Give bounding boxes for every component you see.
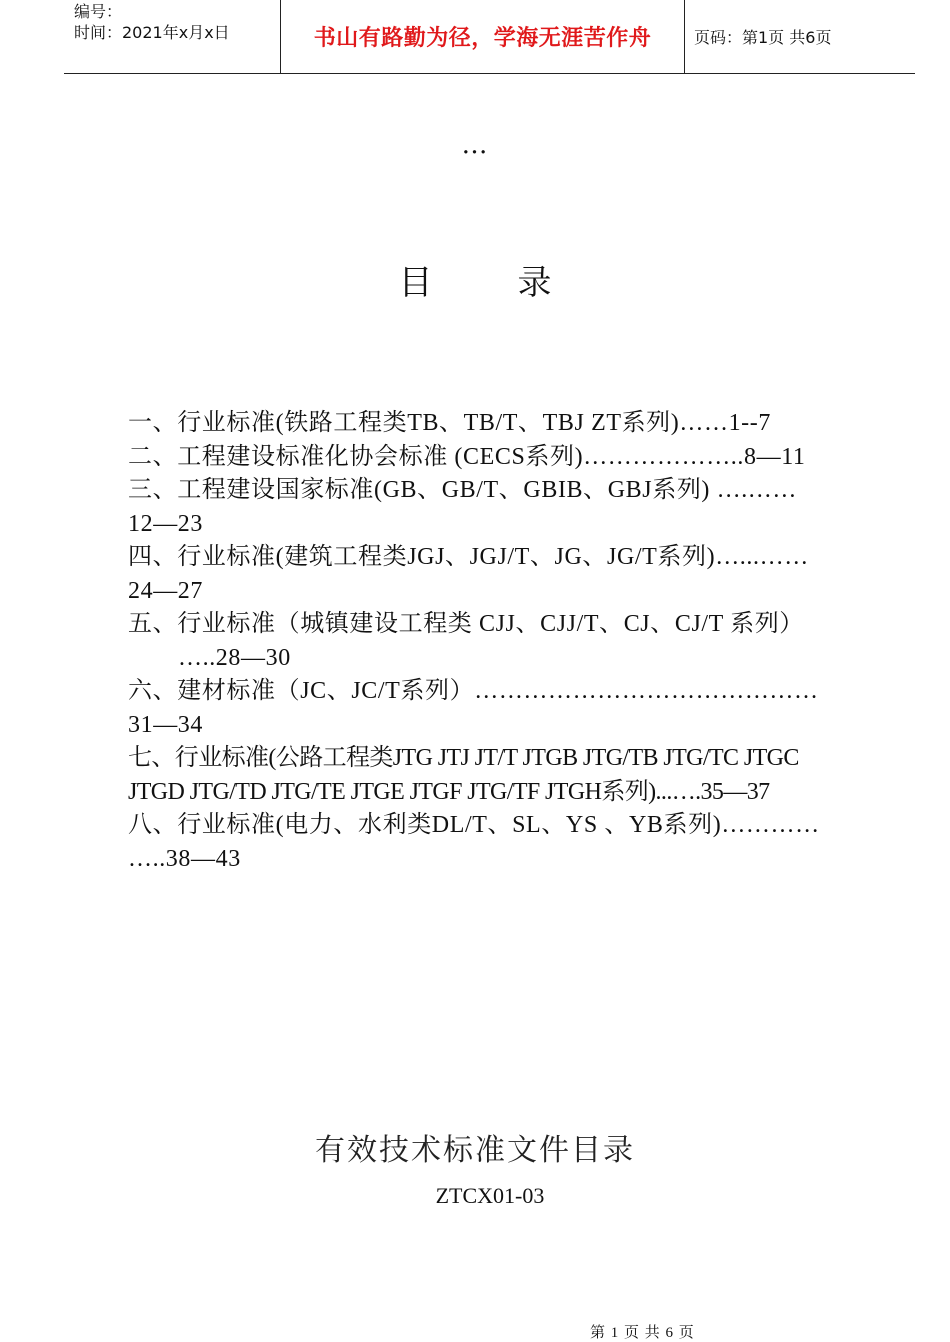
toc-line[interactable]: 31—34 bbox=[128, 711, 203, 738]
toc-heading-char-2: 录 bbox=[517, 263, 552, 303]
table-of-contents bbox=[128, 407, 854, 876]
page-footer: 第 1 页 共 6 页 bbox=[590, 1325, 695, 1341]
toc-line[interactable]: 三、工程建设国家标准(GB、GB/T、GBIB、GBJ系列) ….…… bbox=[128, 477, 798, 503]
toc-line[interactable]: 24—27 bbox=[128, 577, 203, 604]
toc-line[interactable]: 五、行业标准（城镇建设工程类 CJJ、CJJ/T、CJ、CJ/T 系列） bbox=[128, 611, 804, 637]
toc-line[interactable]: 二、工程建设标准化协会标准 (CECS系列)………………..8—11 bbox=[128, 443, 806, 470]
header-motto-cell bbox=[280, 0, 685, 73]
time-label: 时间：2021年x月x日 bbox=[74, 23, 230, 42]
document-title: 有效技术标准文件目录 bbox=[315, 1133, 635, 1168]
number-label: 编号： bbox=[74, 2, 123, 21]
header-page-cell bbox=[684, 0, 915, 73]
document-code: ZTCX01-03 bbox=[435, 1183, 545, 1208]
page-info: 页码：第1页 共6页 bbox=[694, 28, 832, 47]
toc-line[interactable]: 六、建材标准（JC、JC/T系列）…………………………………… bbox=[128, 678, 819, 704]
page-header bbox=[64, 0, 915, 74]
toc-line[interactable]: …..38—43 bbox=[128, 845, 241, 872]
toc-line[interactable]: 八、行业标准(电力、水利类DL/T、SL、YS 、YB系列)………… bbox=[128, 812, 820, 838]
toc-line[interactable]: 七、行业标准(公路工程类JTG JTJ JT/T JTGB JTG/TB JTG/TC JTGC bbox=[128, 745, 799, 771]
toc-line[interactable]: JTGD JTG/TD JTG/TE JTGE JTGF JTG/TF JTGH系列)...….35—37 bbox=[128, 778, 770, 805]
motto-text: 书山有路勤为径，学海无涯苦作舟 bbox=[313, 26, 652, 51]
header-meta-cell bbox=[64, 0, 280, 73]
toc-line[interactable]: 一、行业标准(铁路工程类TB、TB/T、TBJ ZT系列)……1--7 bbox=[128, 410, 771, 436]
toc-heading-char-1: 目 bbox=[398, 263, 433, 303]
toc-line[interactable]: …..28—30 bbox=[178, 644, 291, 671]
toc-heading bbox=[0, 255, 950, 304]
toc-line[interactable]: 12—23 bbox=[128, 510, 203, 537]
toc-line[interactable]: 四、行业标准(建筑工程类JGJ、JGJ/T、JG、JG/T系列)…...…… bbox=[128, 544, 809, 570]
ellipsis-mark: … bbox=[461, 130, 489, 160]
